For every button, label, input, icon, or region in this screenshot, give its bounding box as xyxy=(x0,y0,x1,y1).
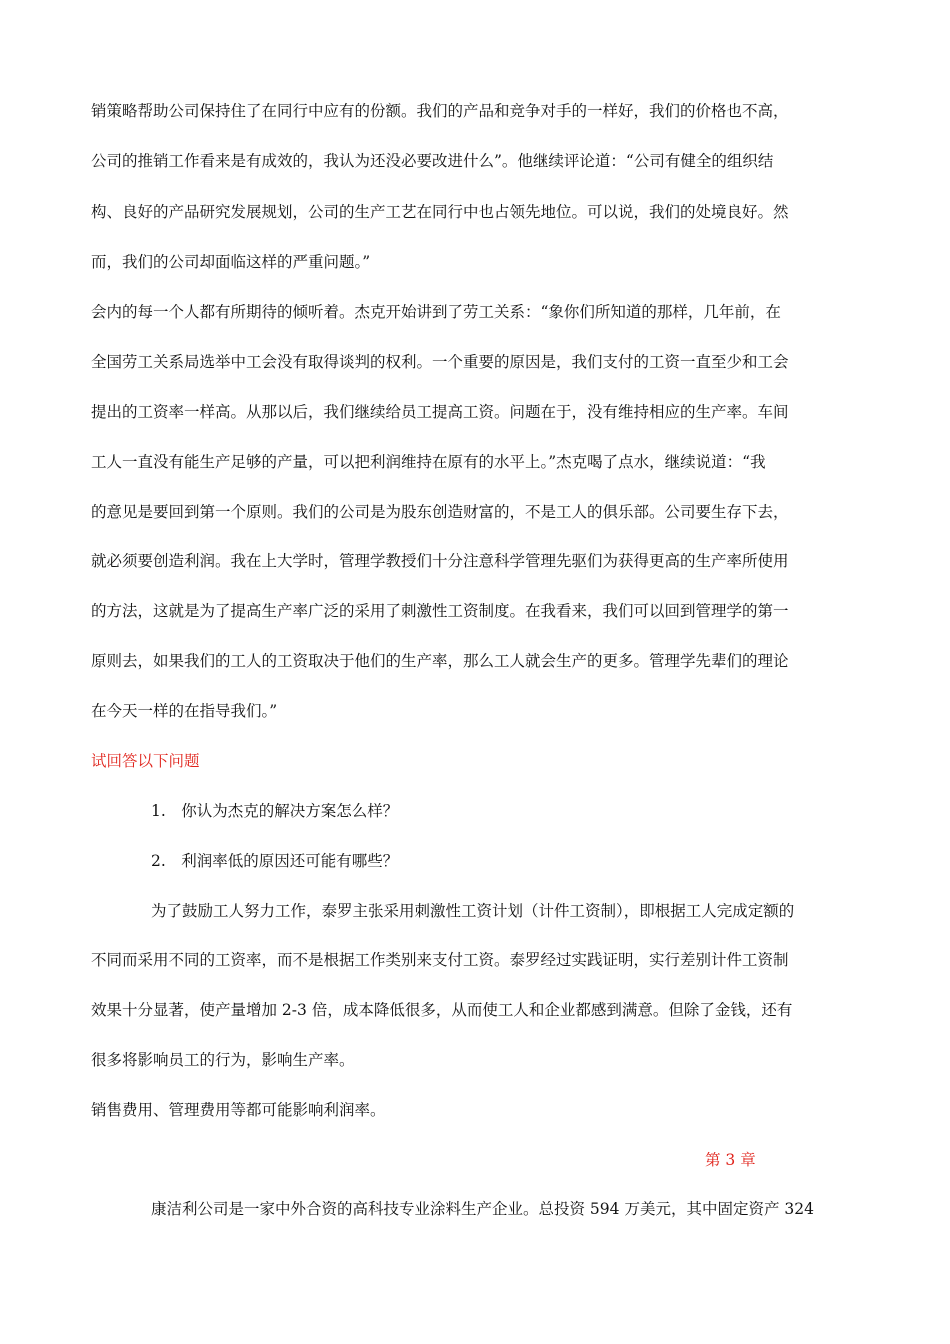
answer-line: 销售费用、管理费用等都可能影响利润率。 xyxy=(91,1101,386,1119)
questions-heading: 试回答以下问题 xyxy=(91,752,200,770)
text-line: 就必须要创造利润。我在上大学时，管理学教授们十分注意科学管理先驱们为获得更高的生产率所使用 xyxy=(91,552,789,570)
text-line: 为了鼓励工人努力工作，泰罗主张采用刺激性工资计划（计件工资制），即根据工人完成定额的 xyxy=(151,902,795,920)
text-line: 全国劳工关系局选举中工会没有取得谈判的权利。一个重要的原因是，我们支付的工资一直至少和工会 xyxy=(91,353,789,371)
text-line: 效果十分显著，使产量增加 2-3 倍，成本降低很多，从而使工人和企业都感到满意。但除了金钱，还有 xyxy=(91,1001,793,1019)
text-line: 的方法，这就是为了提高生产率广泛的采用了刺激性工资制度。在我看来，我们可以回到管理学的第一 xyxy=(91,602,789,620)
text-line: 公司的推销工作看来是有成效的，我认为还没必要改进什么”。他继续评论道：“公司有健全的组织结 xyxy=(91,152,774,170)
text-line: 在今天一样的在指导我们。” xyxy=(91,702,278,720)
text-line: 而，我们的公司却面临这样的严重问题。” xyxy=(91,253,371,271)
text-line: 销策略帮助公司保持住了在同行中应有的份额。我们的产品和竞争对手的一样好，我们的价格也不高， xyxy=(91,102,789,120)
text-line: 康洁利公司是一家中外合资的高科技专业涂料生产企业。总投资 594 万美元，其中固定资产 324 xyxy=(151,1200,814,1218)
question-item: 2. 利润率低的原因还可能有哪些？ xyxy=(151,852,399,870)
question-item: 1. 你认为杰克的解决方案怎么样？ xyxy=(151,802,399,820)
text-line: 不同而采用不同的工资率，而不是根据工作类别来支付工资。泰罗经过实践证明，实行差别计件工资制 xyxy=(91,951,789,969)
text-line: 构、良好的产品研究发展规划，公司的生产工艺在同行中也占领先地位。可以说，我们的处境良好。然 xyxy=(91,203,789,221)
text-line: 会内的每一个人都有所期待的倾听着。杰克开始讲到了劳工关系：“象你们所知道的那样，几年前，在 xyxy=(91,303,781,321)
chapter-heading: 第 3 章 xyxy=(705,1151,756,1169)
text-line: 提出的工资率一样高。从那以后，我们继续给员工提高工资。问题在于，没有维持相应的生产率。车间 xyxy=(91,403,789,421)
text-line: 原则去，如果我们的工人的工资取决于他们的生产率，那么工人就会生产的更多。管理学先辈们的理论 xyxy=(91,652,789,670)
text-line: 很多将影响员工的行为，影响生产率。 xyxy=(91,1051,355,1069)
text-line: 的意见是要回到第一个原则。我们的公司是为股东创造财富的，不是工人的俱乐部。公司要生存下去， xyxy=(91,503,789,521)
text-line: 工人一直没有能生产足够的产量，可以把利润维持在原有的水平上。”杰克喝了点水，继续说道：“我 xyxy=(91,453,766,471)
